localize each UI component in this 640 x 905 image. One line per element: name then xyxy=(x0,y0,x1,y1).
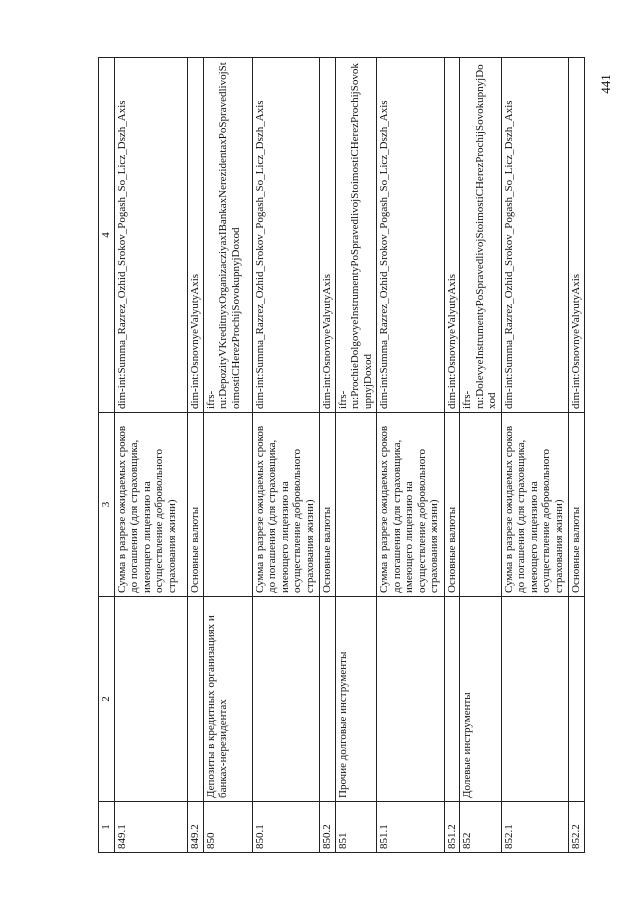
table-row xyxy=(569,58,585,853)
column-header: 4 xyxy=(99,58,115,413)
table-row xyxy=(187,58,203,853)
table-header-row xyxy=(99,58,115,853)
row-name: Депозиты в кредитных организациях и банках-нерезидентах xyxy=(203,597,252,802)
row-description xyxy=(335,413,376,597)
row-identifier: dim-int:Summa_Razrez_Ozhid_Srokov_Pogash_So_Licz_Dszh_Axis xyxy=(501,58,568,413)
row-identifier: dim-int:OsnovnyeValyutyAxis xyxy=(569,58,585,413)
row-identifier: ifrs-ru:DepozityVKreditnyxOrganizacziyaxIBankaxNerezidentaxPoSpravedlivojStoimostiCHerezProchijSovokupnyjDoxod xyxy=(203,58,252,413)
table-row xyxy=(335,58,376,853)
row-code: 851 xyxy=(335,802,376,853)
taxonomy-table xyxy=(98,57,585,853)
row-description: Сумма в разрезе ожидаемых сроков до погашения (для страховщика, имеющего лицензию на осуществление добровольного страхования жизни) xyxy=(114,413,187,597)
table-row xyxy=(377,58,444,853)
row-description: Основные валюты xyxy=(444,413,460,597)
row-identifier: dim-int:Summa_Razrez_Ozhid_Srokov_Pogash_So_Licz_Dszh_Axis xyxy=(377,58,444,413)
row-identifier: dim-int:OsnovnyeValyutyAxis xyxy=(444,58,460,413)
row-code: 851.1 xyxy=(377,802,444,853)
row-description: Основные валюты xyxy=(187,413,203,597)
row-code: 849.2 xyxy=(187,802,203,853)
row-identifier: ifrs-ru:DolevyeInstrumentyPoSpravedlivojStoimostiCHerezProchijSovokupnyjDoxod xyxy=(460,58,501,413)
table-row xyxy=(501,58,568,853)
row-name xyxy=(320,597,336,802)
row-identifier: dim-int:OsnovnyeValyutyAxis xyxy=(187,58,203,413)
row-name xyxy=(501,597,568,802)
row-identifier: dim-int:OsnovnyeValyutyAxis xyxy=(320,58,336,413)
row-description: Сумма в разрезе ожидаемых сроков до погашения (для страховщика, имеющего лицензию на осуществление добровольного страхования жизни) xyxy=(377,413,444,597)
row-description: Основные валюты xyxy=(569,413,585,597)
row-code: 851.2 xyxy=(444,802,460,853)
table-row xyxy=(460,58,501,853)
row-name xyxy=(114,597,187,802)
row-code: 849.1 xyxy=(114,802,187,853)
row-code: 850 xyxy=(203,802,252,853)
row-name xyxy=(377,597,444,802)
table-row xyxy=(203,58,252,853)
row-identifier: dim-int:Summa_Razrez_Ozhid_Srokov_Pogash_So_Licz_Dszh_Axis xyxy=(114,58,187,413)
column-header: 3 xyxy=(99,413,115,597)
row-name xyxy=(444,597,460,802)
page-number: 441 xyxy=(598,74,613,94)
row-code: 852 xyxy=(460,802,501,853)
table-row xyxy=(114,58,187,853)
row-identifier: ifrs-ru:ProchieDolgovyeInstrumentyPoSpravedlivojStoimostiCHerezProchijSovokupnyjDoxod xyxy=(335,58,376,413)
row-description: Основные валюты xyxy=(320,413,336,597)
table-row xyxy=(252,58,319,853)
column-header: 2 xyxy=(99,597,115,802)
row-name xyxy=(252,597,319,802)
row-code: 850.1 xyxy=(252,802,319,853)
table-row xyxy=(444,58,460,853)
row-name: Прочие долговые инструменты xyxy=(335,597,376,802)
row-name xyxy=(187,597,203,802)
row-name xyxy=(569,597,585,802)
row-name: Долевые инструменты xyxy=(460,597,501,802)
row-description xyxy=(203,413,252,597)
column-header: 1 xyxy=(99,802,115,853)
row-description: Сумма в разрезе ожидаемых сроков до погашения (для страховщика, имеющего лицензию на осуществление добровольного страхования жизни) xyxy=(501,413,568,597)
row-code: 852.2 xyxy=(569,802,585,853)
row-code: 850.2 xyxy=(320,802,336,853)
row-description xyxy=(460,413,501,597)
rotated-page-content xyxy=(98,58,585,853)
row-code: 852.1 xyxy=(501,802,568,853)
table-row xyxy=(320,58,336,853)
row-description: Сумма в разрезе ожидаемых сроков до погашения (для страховщика, имеющего лицензию на осуществление добровольного страхования жизни) xyxy=(252,413,319,597)
row-identifier: dim-int:Summa_Razrez_Ozhid_Srokov_Pogash_So_Licz_Dszh_Axis xyxy=(252,58,319,413)
